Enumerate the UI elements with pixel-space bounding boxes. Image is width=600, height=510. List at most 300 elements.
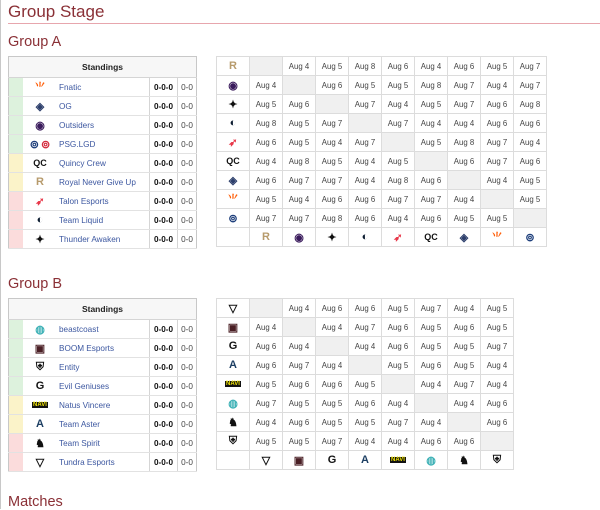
team-logo xyxy=(23,192,57,211)
match-date-cell: Aug 4 xyxy=(250,318,283,337)
column-team-logo xyxy=(316,451,349,470)
grid-row xyxy=(217,375,514,394)
rng-logo-icon: R xyxy=(229,60,237,72)
zone-indicator xyxy=(9,173,24,192)
grid-self-cell xyxy=(481,190,514,209)
match-date-cell: Aug 6 xyxy=(415,432,448,451)
eg-logo-icon: G xyxy=(35,380,45,392)
grid-self-cell xyxy=(481,432,514,451)
aster-logo-icon: A xyxy=(361,454,369,466)
team-logo xyxy=(23,78,57,97)
row-team-logo xyxy=(217,152,250,171)
match-date-cell: Aug 4 xyxy=(481,76,514,95)
team-name-link[interactable]: OG xyxy=(57,97,150,116)
zone-indicator xyxy=(9,453,24,472)
standings-row xyxy=(9,320,197,339)
column-team-logo xyxy=(448,451,481,470)
match-date-cell: Aug 4 xyxy=(250,76,283,95)
match-date-cell: Aug 5 xyxy=(481,57,514,76)
match-date-cell: Aug 4 xyxy=(316,356,349,375)
match-date-cell: Aug 5 xyxy=(316,413,349,432)
standings-row xyxy=(9,97,197,116)
match-date-cell: Aug 4 xyxy=(448,114,481,133)
match-date-cell: Aug 5 xyxy=(415,95,448,114)
team-record: 0-0-0 xyxy=(150,230,178,249)
team-name-link[interactable]: Outsiders xyxy=(57,116,150,135)
match-date-cell: Aug 6 xyxy=(250,133,283,152)
team-logo xyxy=(23,339,57,358)
team-logo xyxy=(23,135,57,154)
tundra-logo-icon: ▽ xyxy=(35,456,45,469)
match-date-cell: Aug 6 xyxy=(316,375,349,394)
match-date-cell: Aug 5 xyxy=(316,57,349,76)
match-date-cell: Aug 4 xyxy=(415,57,448,76)
team-game-score: 0-0 xyxy=(178,415,197,434)
grid-self-cell xyxy=(448,413,481,432)
team-name-link[interactable]: Entity xyxy=(57,358,150,377)
beastcoast-logo-icon: ◍ xyxy=(228,397,238,410)
match-date-cell: Aug 7 xyxy=(481,337,514,356)
group-a-schedule-grid xyxy=(216,56,547,247)
team-name-link[interactable]: Team Spirit xyxy=(57,434,150,453)
standings-row xyxy=(9,453,197,472)
team-game-score: 0-0 xyxy=(178,453,197,472)
match-date-cell: Aug 5 xyxy=(250,432,283,451)
grid-row xyxy=(217,57,547,76)
grid-row xyxy=(217,432,514,451)
match-date-cell: Aug 6 xyxy=(250,356,283,375)
tundra-logo-icon: ▽ xyxy=(261,454,271,467)
match-date-cell: Aug 4 xyxy=(283,299,316,318)
match-date-cell: Aug 7 xyxy=(250,209,283,228)
rng-logo-icon: R xyxy=(36,176,44,188)
match-date-cell: Aug 6 xyxy=(382,318,415,337)
match-date-cell: Aug 6 xyxy=(415,209,448,228)
match-date-cell: Aug 4 xyxy=(415,413,448,432)
match-date-cell: Aug 5 xyxy=(415,337,448,356)
thunder-logo-icon: ✦ xyxy=(35,233,45,246)
match-date-cell: Aug 6 xyxy=(250,171,283,190)
navi-logo-icon: NAVI xyxy=(226,381,240,388)
standings-row xyxy=(9,173,197,192)
entity-logo-icon: ⛨ xyxy=(35,360,45,373)
column-team-logo xyxy=(349,228,382,247)
match-date-cell: Aug 5 xyxy=(382,299,415,318)
grid-self-cell xyxy=(349,356,382,375)
zone-indicator xyxy=(9,192,24,211)
standings-row xyxy=(9,230,197,249)
row-team-logo xyxy=(217,190,250,209)
row-team-logo xyxy=(217,337,250,356)
rng-logo-icon: R xyxy=(262,231,270,243)
grid-row xyxy=(217,209,547,228)
team-name-link[interactable]: Tundra Esports xyxy=(57,453,150,472)
column-team-logo xyxy=(250,228,283,247)
match-date-cell: Aug 5 xyxy=(316,394,349,413)
grid-row xyxy=(217,394,514,413)
match-date-cell: Aug 7 xyxy=(514,76,547,95)
standings-row xyxy=(9,154,197,173)
zone-indicator xyxy=(9,135,24,154)
column-team-logo xyxy=(382,451,415,470)
grid-corner xyxy=(217,228,250,247)
grid-row xyxy=(217,190,547,209)
liquid-logo-icon: ◐ xyxy=(361,231,369,243)
zone-indicator xyxy=(9,377,24,396)
column-team-logo xyxy=(481,228,514,247)
standings-row xyxy=(9,192,197,211)
team-record: 0-0-0 xyxy=(150,396,178,415)
team-game-score: 0-0 xyxy=(178,320,197,339)
team-game-score: 0-0 xyxy=(178,396,197,415)
standings-row xyxy=(9,211,197,230)
row-team-logo xyxy=(217,133,250,152)
match-date-cell: Aug 4 xyxy=(283,190,316,209)
team-name-link[interactable]: Fnatic xyxy=(57,78,150,97)
zone-indicator xyxy=(9,211,24,230)
match-date-cell: Aug 5 xyxy=(514,190,547,209)
aster-logo-icon: A xyxy=(229,359,237,371)
match-date-cell: Aug 4 xyxy=(382,95,415,114)
grid-self-cell xyxy=(382,375,415,394)
entity-logo-icon: ⛨ xyxy=(492,453,502,466)
match-date-cell: Aug 5 xyxy=(283,133,316,152)
tundra-logo-icon: ▽ xyxy=(228,302,238,315)
grid-self-cell xyxy=(250,299,283,318)
outsiders-logo-icon: ◉ xyxy=(35,119,45,132)
match-date-cell: Aug 6 xyxy=(481,413,514,432)
grid-footer-row xyxy=(217,228,547,247)
grid-self-cell xyxy=(382,133,415,152)
match-date-cell: Aug 5 xyxy=(382,152,415,171)
team-game-score: 0-0 xyxy=(178,116,197,135)
beastcoast-logo-icon: ◍ xyxy=(35,323,45,336)
match-date-cell: Aug 4 xyxy=(382,432,415,451)
zone-indicator xyxy=(9,339,24,358)
grid-row xyxy=(217,337,514,356)
team-name-link[interactable]: Royal Never Give Up xyxy=(57,173,150,192)
team-name-link[interactable]: Natus Vincere xyxy=(57,396,150,415)
match-date-cell: Aug 5 xyxy=(481,318,514,337)
match-date-cell: Aug 5 xyxy=(415,133,448,152)
match-date-cell: Aug 7 xyxy=(316,432,349,451)
match-date-cell: Aug 7 xyxy=(349,95,382,114)
team-record: 0-0-0 xyxy=(150,358,178,377)
team-logo xyxy=(23,453,57,472)
row-team-logo xyxy=(217,375,250,394)
column-team-logo xyxy=(283,451,316,470)
team-name-link[interactable]: PSG.LGD xyxy=(57,135,150,154)
team-game-score: 0-0 xyxy=(178,339,197,358)
group-b-title: Group B xyxy=(8,276,62,292)
row-team-logo xyxy=(217,318,250,337)
team-record: 0-0-0 xyxy=(150,415,178,434)
grid-row xyxy=(217,413,514,432)
column-team-logo xyxy=(415,228,448,247)
match-date-cell: Aug 5 xyxy=(250,375,283,394)
match-date-cell: Aug 6 xyxy=(349,190,382,209)
grid-row xyxy=(217,152,547,171)
grid-self-cell xyxy=(316,337,349,356)
boom-logo-icon: ▣ xyxy=(293,454,305,467)
team-game-score: 0-0 xyxy=(178,230,197,249)
row-team-logo xyxy=(217,394,250,413)
match-date-cell: Aug 5 xyxy=(514,171,547,190)
grid-row xyxy=(217,95,547,114)
match-date-cell: Aug 6 xyxy=(316,299,349,318)
talon-logo-icon: ➶ xyxy=(35,195,45,208)
standings-header: Standings xyxy=(9,57,197,78)
zone-indicator xyxy=(9,230,24,249)
team-name-link[interactable]: Thunder Awaken xyxy=(57,230,150,249)
match-date-cell: Aug 7 xyxy=(316,114,349,133)
psg-lgd-logo-icon: ⊚ xyxy=(228,212,238,225)
match-date-cell: Aug 7 xyxy=(415,190,448,209)
grid-self-cell xyxy=(415,152,448,171)
team-name-link[interactable]: Talon Esports xyxy=(57,192,150,211)
row-team-logo xyxy=(217,95,250,114)
match-date-cell: Aug 5 xyxy=(415,318,448,337)
team-record: 0-0-0 xyxy=(150,377,178,396)
match-date-cell: Aug 6 xyxy=(349,209,382,228)
match-date-cell: Aug 8 xyxy=(415,76,448,95)
og-logo-icon: ◈ xyxy=(459,231,469,244)
team-record: 0-0-0 xyxy=(150,78,178,97)
team-logo xyxy=(23,173,57,192)
team-record: 0-0-0 xyxy=(150,97,178,116)
match-date-cell: Aug 5 xyxy=(283,432,316,451)
match-date-cell: Aug 7 xyxy=(349,133,382,152)
match-date-cell: Aug 4 xyxy=(448,394,481,413)
match-date-cell: Aug 5 xyxy=(283,394,316,413)
match-date-cell: Aug 7 xyxy=(415,299,448,318)
team-name-link[interactable]: Evil Geniuses xyxy=(57,377,150,396)
team-logo xyxy=(23,434,57,453)
boom-logo-icon: ▣ xyxy=(34,342,46,355)
column-team-logo xyxy=(415,451,448,470)
standings-row xyxy=(9,358,197,377)
zone-indicator xyxy=(9,358,24,377)
match-date-cell: Aug 6 xyxy=(283,375,316,394)
team-record: 0-0-0 xyxy=(150,453,178,472)
match-date-cell: Aug 6 xyxy=(316,190,349,209)
match-date-cell: Aug 6 xyxy=(481,394,514,413)
match-date-cell: Aug 5 xyxy=(382,356,415,375)
grid-self-cell xyxy=(250,57,283,76)
team-record: 0-0-0 xyxy=(150,320,178,339)
match-date-cell: Aug 5 xyxy=(481,209,514,228)
zone-indicator xyxy=(9,415,24,434)
team-game-score: 0-0 xyxy=(178,97,197,116)
match-date-cell: Aug 4 xyxy=(382,209,415,228)
match-date-cell: Aug 4 xyxy=(349,152,382,171)
standings-row xyxy=(9,377,197,396)
standings-row xyxy=(9,339,197,358)
match-date-cell: Aug 6 xyxy=(448,57,481,76)
row-team-logo xyxy=(217,171,250,190)
match-date-cell: Aug 8 xyxy=(250,114,283,133)
match-date-cell: Aug 5 xyxy=(448,337,481,356)
match-date-cell: Aug 4 xyxy=(316,318,349,337)
grid-self-cell xyxy=(349,114,382,133)
matches-title: Matches xyxy=(8,494,63,510)
psg-lgd-logo-icon: ⊚ xyxy=(29,138,39,151)
team-name-link[interactable]: BOOM Esports xyxy=(57,339,150,358)
row-team-logo xyxy=(217,114,250,133)
column-team-logo xyxy=(349,451,382,470)
row-team-logo xyxy=(217,76,250,95)
grid-self-cell xyxy=(316,95,349,114)
match-date-cell: Aug 6 xyxy=(283,413,316,432)
match-date-cell: Aug 6 xyxy=(448,152,481,171)
team-record: 0-0-0 xyxy=(150,154,178,173)
match-date-cell: Aug 7 xyxy=(448,76,481,95)
match-date-cell: Aug 4 xyxy=(382,394,415,413)
row-team-logo xyxy=(217,356,250,375)
match-date-cell: Aug 8 xyxy=(283,152,316,171)
zone-indicator xyxy=(9,116,24,135)
match-date-cell: Aug 6 xyxy=(316,76,349,95)
team-logo xyxy=(23,415,57,434)
team-game-score: 0-0 xyxy=(178,78,197,97)
column-team-logo xyxy=(316,228,349,247)
match-date-cell: Aug 6 xyxy=(415,171,448,190)
standings-row xyxy=(9,415,197,434)
liquid-logo-icon: ◐ xyxy=(229,117,237,129)
match-date-cell: Aug 7 xyxy=(382,190,415,209)
team-record: 0-0-0 xyxy=(150,192,178,211)
grid-corner xyxy=(217,451,250,470)
grid-self-cell xyxy=(514,209,547,228)
zone-indicator xyxy=(9,396,24,415)
team-record: 0-0-0 xyxy=(150,339,178,358)
team-name-link[interactable]: Team Liquid xyxy=(57,211,150,230)
grid-self-cell xyxy=(415,394,448,413)
fnatic-logo-icon: ⺌ xyxy=(491,232,503,244)
team-game-score: 0-0 xyxy=(178,358,197,377)
match-date-cell: Aug 8 xyxy=(316,209,349,228)
grid-row xyxy=(217,114,547,133)
team-logo xyxy=(23,230,57,249)
thunder-logo-icon: ✦ xyxy=(327,231,337,244)
team-record: 0-0-0 xyxy=(150,173,178,192)
match-date-cell: Aug 5 xyxy=(250,95,283,114)
team-logo xyxy=(23,396,57,415)
match-date-cell: Aug 4 xyxy=(349,171,382,190)
entity-logo-icon: ⛨ xyxy=(228,434,238,447)
match-date-cell: Aug 4 xyxy=(514,133,547,152)
quincy-logo-icon: QC xyxy=(33,158,47,168)
fnatic-logo-icon: ⺌ xyxy=(227,194,239,206)
standings-row xyxy=(9,78,197,97)
group-a-title: Group A xyxy=(8,34,62,50)
grid-row xyxy=(217,318,514,337)
outsiders-logo-icon: ◉ xyxy=(294,231,304,244)
standings-header: Standings xyxy=(9,299,197,320)
match-date-cell: Aug 8 xyxy=(382,171,415,190)
zone-indicator xyxy=(9,320,24,339)
quincy-logo-icon: QC xyxy=(226,156,240,166)
column-team-logo xyxy=(250,451,283,470)
grid-row xyxy=(217,133,547,152)
team-game-score: 0-0 xyxy=(178,154,197,173)
match-date-cell: Aug 7 xyxy=(514,57,547,76)
match-date-cell: Aug 4 xyxy=(316,133,349,152)
grid-self-cell xyxy=(283,318,316,337)
match-date-cell: Aug 6 xyxy=(448,432,481,451)
match-date-cell: Aug 5 xyxy=(349,375,382,394)
team-game-score: 0-0 xyxy=(178,377,197,396)
match-date-cell: Aug 7 xyxy=(250,394,283,413)
team-name-link[interactable]: beastcoast xyxy=(57,320,150,339)
team-game-score: 0-0 xyxy=(178,135,197,154)
match-date-cell: Aug 4 xyxy=(448,299,481,318)
team-game-score: 0-0 xyxy=(178,211,197,230)
match-date-cell: Aug 4 xyxy=(283,57,316,76)
beastcoast-logo-icon: ◍ xyxy=(426,454,436,467)
standings-row xyxy=(9,135,197,154)
match-date-cell: Aug 5 xyxy=(448,209,481,228)
navi-logo-icon: NAVI xyxy=(391,457,405,464)
section-divider xyxy=(8,23,600,24)
group-b-standings xyxy=(8,298,197,472)
eg-logo-icon: G xyxy=(228,340,238,352)
match-date-cell: Aug 7 xyxy=(448,375,481,394)
match-date-cell: Aug 5 xyxy=(481,299,514,318)
match-date-cell: Aug 6 xyxy=(514,152,547,171)
grid-row xyxy=(217,356,514,375)
team-game-score: 0-0 xyxy=(178,173,197,192)
standings-row xyxy=(9,116,197,135)
zone-indicator xyxy=(9,97,24,116)
team-game-score: 0-0 xyxy=(178,434,197,453)
aster-logo-icon: A xyxy=(36,418,44,430)
group-a-standings xyxy=(8,56,197,249)
team-logo xyxy=(23,320,57,339)
navi-logo-icon: NAVI xyxy=(33,402,47,409)
team-logo xyxy=(23,97,57,116)
match-date-cell: Aug 7 xyxy=(382,114,415,133)
match-date-cell: Aug 6 xyxy=(382,337,415,356)
spirit-logo-icon: ♞ xyxy=(35,437,45,450)
spirit-logo-icon: ♞ xyxy=(228,416,238,429)
team-name-link[interactable]: Quincy Crew xyxy=(57,154,150,173)
match-date-cell: Aug 6 xyxy=(415,356,448,375)
match-date-cell: Aug 4 xyxy=(250,152,283,171)
match-date-cell: Aug 4 xyxy=(481,171,514,190)
team-logo xyxy=(23,377,57,396)
team-name-link[interactable]: Team Aster xyxy=(57,415,150,434)
match-date-cell: Aug 4 xyxy=(481,356,514,375)
standings-row xyxy=(9,434,197,453)
match-date-cell: Aug 6 xyxy=(382,57,415,76)
match-date-cell: Aug 6 xyxy=(250,337,283,356)
team-logo xyxy=(23,358,57,377)
match-date-cell: Aug 4 xyxy=(250,413,283,432)
liquid-logo-icon: ◐ xyxy=(36,214,44,226)
team-record: 0-0-0 xyxy=(150,211,178,230)
row-team-logo xyxy=(217,299,250,318)
match-date-cell: Aug 6 xyxy=(514,114,547,133)
standings-row xyxy=(9,396,197,415)
match-date-cell: Aug 7 xyxy=(448,95,481,114)
talon-logo-icon: ➶ xyxy=(228,136,238,149)
spirit-logo-icon: ♞ xyxy=(459,454,469,467)
match-date-cell: Aug 5 xyxy=(283,114,316,133)
grid-self-cell xyxy=(283,76,316,95)
row-team-logo xyxy=(217,432,250,451)
match-date-cell: Aug 5 xyxy=(316,152,349,171)
